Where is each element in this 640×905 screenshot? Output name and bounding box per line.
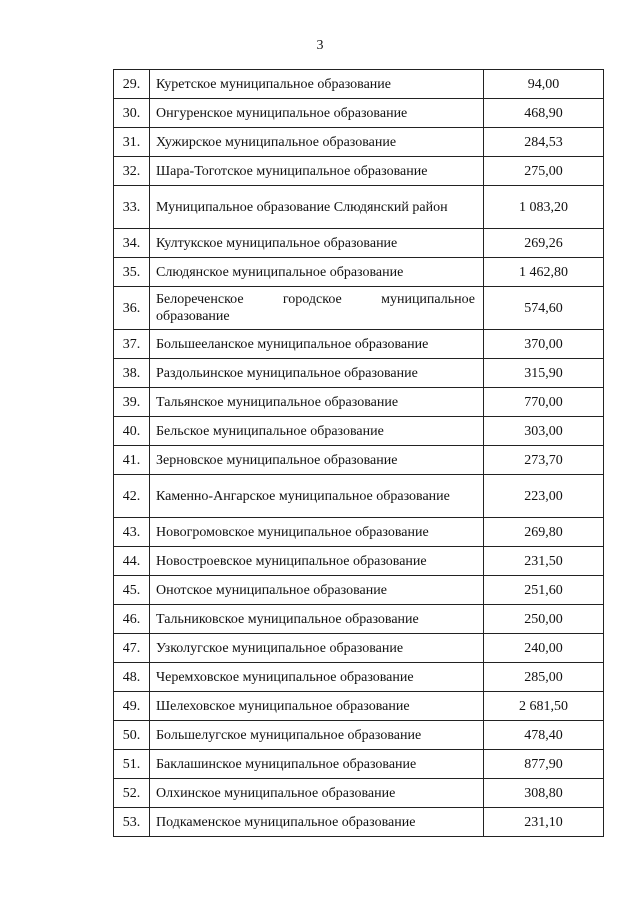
- row-number: 40.: [114, 417, 150, 446]
- row-number: 39.: [114, 388, 150, 417]
- amount-value: 303,00: [484, 417, 604, 446]
- amount-value: 315,90: [484, 359, 604, 388]
- row-number: 44.: [114, 547, 150, 576]
- table-row: [114, 475, 604, 518]
- table-row: [114, 186, 604, 229]
- row-number: 48.: [114, 663, 150, 692]
- municipality-name: Белореченское городское муниципальное образование: [150, 287, 484, 330]
- municipality-name: Муниципальное образование Слюдянский район: [150, 186, 484, 229]
- row-number: 30.: [114, 99, 150, 128]
- amount-value: 251,60: [484, 576, 604, 605]
- municipality-name: Черемховское муниципальное образование: [150, 663, 484, 692]
- table-row: [114, 634, 604, 663]
- table-row: [114, 258, 604, 287]
- table-row: [114, 750, 604, 779]
- table-row: [114, 547, 604, 576]
- row-number: 47.: [114, 634, 150, 663]
- table-row: [114, 99, 604, 128]
- municipality-name: Слюдянское муниципальное образование: [150, 258, 484, 287]
- table-row: [114, 692, 604, 721]
- table-row: [114, 128, 604, 157]
- amount-value: 1 083,20: [484, 186, 604, 229]
- amount-value: 308,80: [484, 779, 604, 808]
- row-number: 35.: [114, 258, 150, 287]
- amount-value: 574,60: [484, 287, 604, 330]
- municipality-name: Большелугское муниципальное образование: [150, 721, 484, 750]
- amount-value: 250,00: [484, 605, 604, 634]
- row-number: 52.: [114, 779, 150, 808]
- amount-value: 284,53: [484, 128, 604, 157]
- municipality-name: Шара-Тоготское муниципальное образование: [150, 157, 484, 186]
- row-number: 46.: [114, 605, 150, 634]
- row-number: 53.: [114, 808, 150, 837]
- amount-value: 269,26: [484, 229, 604, 258]
- table-row: [114, 663, 604, 692]
- table-row: [114, 808, 604, 837]
- table-row: [114, 330, 604, 359]
- row-number: 38.: [114, 359, 150, 388]
- table-row: [114, 721, 604, 750]
- table-row: [114, 446, 604, 475]
- row-number: 33.: [114, 186, 150, 229]
- municipality-name: Култукское муниципальное образование: [150, 229, 484, 258]
- row-number: 50.: [114, 721, 150, 750]
- row-number: 32.: [114, 157, 150, 186]
- table-row: [114, 417, 604, 446]
- row-number: 49.: [114, 692, 150, 721]
- table-row: [114, 779, 604, 808]
- row-number: 41.: [114, 446, 150, 475]
- municipality-name: Тальянское муниципальное образование: [150, 388, 484, 417]
- table-row: [114, 70, 604, 99]
- table-row: [114, 605, 604, 634]
- municipality-name: Олхинское муниципальное образование: [150, 779, 484, 808]
- municipality-table: [113, 69, 604, 837]
- amount-value: 478,40: [484, 721, 604, 750]
- table-row: [114, 359, 604, 388]
- table-row: [114, 287, 604, 330]
- municipality-name: Тальниковское муниципальное образование: [150, 605, 484, 634]
- amount-value: 94,00: [484, 70, 604, 99]
- table-row: [114, 388, 604, 417]
- municipality-name: Новостроевское муниципальное образование: [150, 547, 484, 576]
- municipality-name: Онгуренское муниципальное образование: [150, 99, 484, 128]
- municipality-name: Хужирское муниципальное образование: [150, 128, 484, 157]
- municipality-name: Бельское муниципальное образование: [150, 417, 484, 446]
- amount-value: 269,80: [484, 518, 604, 547]
- page-number: 3: [316, 38, 324, 53]
- amount-value: 275,00: [484, 157, 604, 186]
- amount-value: 285,00: [484, 663, 604, 692]
- amount-value: 240,00: [484, 634, 604, 663]
- amount-value: 877,90: [484, 750, 604, 779]
- row-number: 36.: [114, 287, 150, 330]
- table-row: [114, 518, 604, 547]
- municipality-name: Куретское муниципальное образование: [150, 70, 484, 99]
- row-number: 45.: [114, 576, 150, 605]
- municipality-name: Каменно-Ангарское муниципальное образование: [150, 475, 484, 518]
- amount-value: 231,10: [484, 808, 604, 837]
- municipality-name: Узколугское муниципальное образование: [150, 634, 484, 663]
- municipality-name: Подкаменское муниципальное образование: [150, 808, 484, 837]
- row-number: 34.: [114, 229, 150, 258]
- municipality-name: Зерновское муниципальное образование: [150, 446, 484, 475]
- amount-value: 231,50: [484, 547, 604, 576]
- municipality-name: Шелеховское муниципальное образование: [150, 692, 484, 721]
- amount-value: 770,00: [484, 388, 604, 417]
- row-number: 42.: [114, 475, 150, 518]
- municipality-name: Онотское муниципальное образование: [150, 576, 484, 605]
- amount-value: 2 681,50: [484, 692, 604, 721]
- municipality-name: Новогромовское муниципальное образование: [150, 518, 484, 547]
- municipality-name: Баклашинское муниципальное образование: [150, 750, 484, 779]
- table-row: [114, 157, 604, 186]
- row-number: 51.: [114, 750, 150, 779]
- table-row: [114, 229, 604, 258]
- row-number: 37.: [114, 330, 150, 359]
- amount-value: 1 462,80: [484, 258, 604, 287]
- table-row: [114, 576, 604, 605]
- row-number: 31.: [114, 128, 150, 157]
- amount-value: 468,90: [484, 99, 604, 128]
- amount-value: 370,00: [484, 330, 604, 359]
- amount-value: 273,70: [484, 446, 604, 475]
- row-number: 29.: [114, 70, 150, 99]
- municipality-name: Раздольинское муниципальное образование: [150, 359, 484, 388]
- municipality-name: Большееланское муниципальное образование: [150, 330, 484, 359]
- row-number: 43.: [114, 518, 150, 547]
- amount-value: 223,00: [484, 475, 604, 518]
